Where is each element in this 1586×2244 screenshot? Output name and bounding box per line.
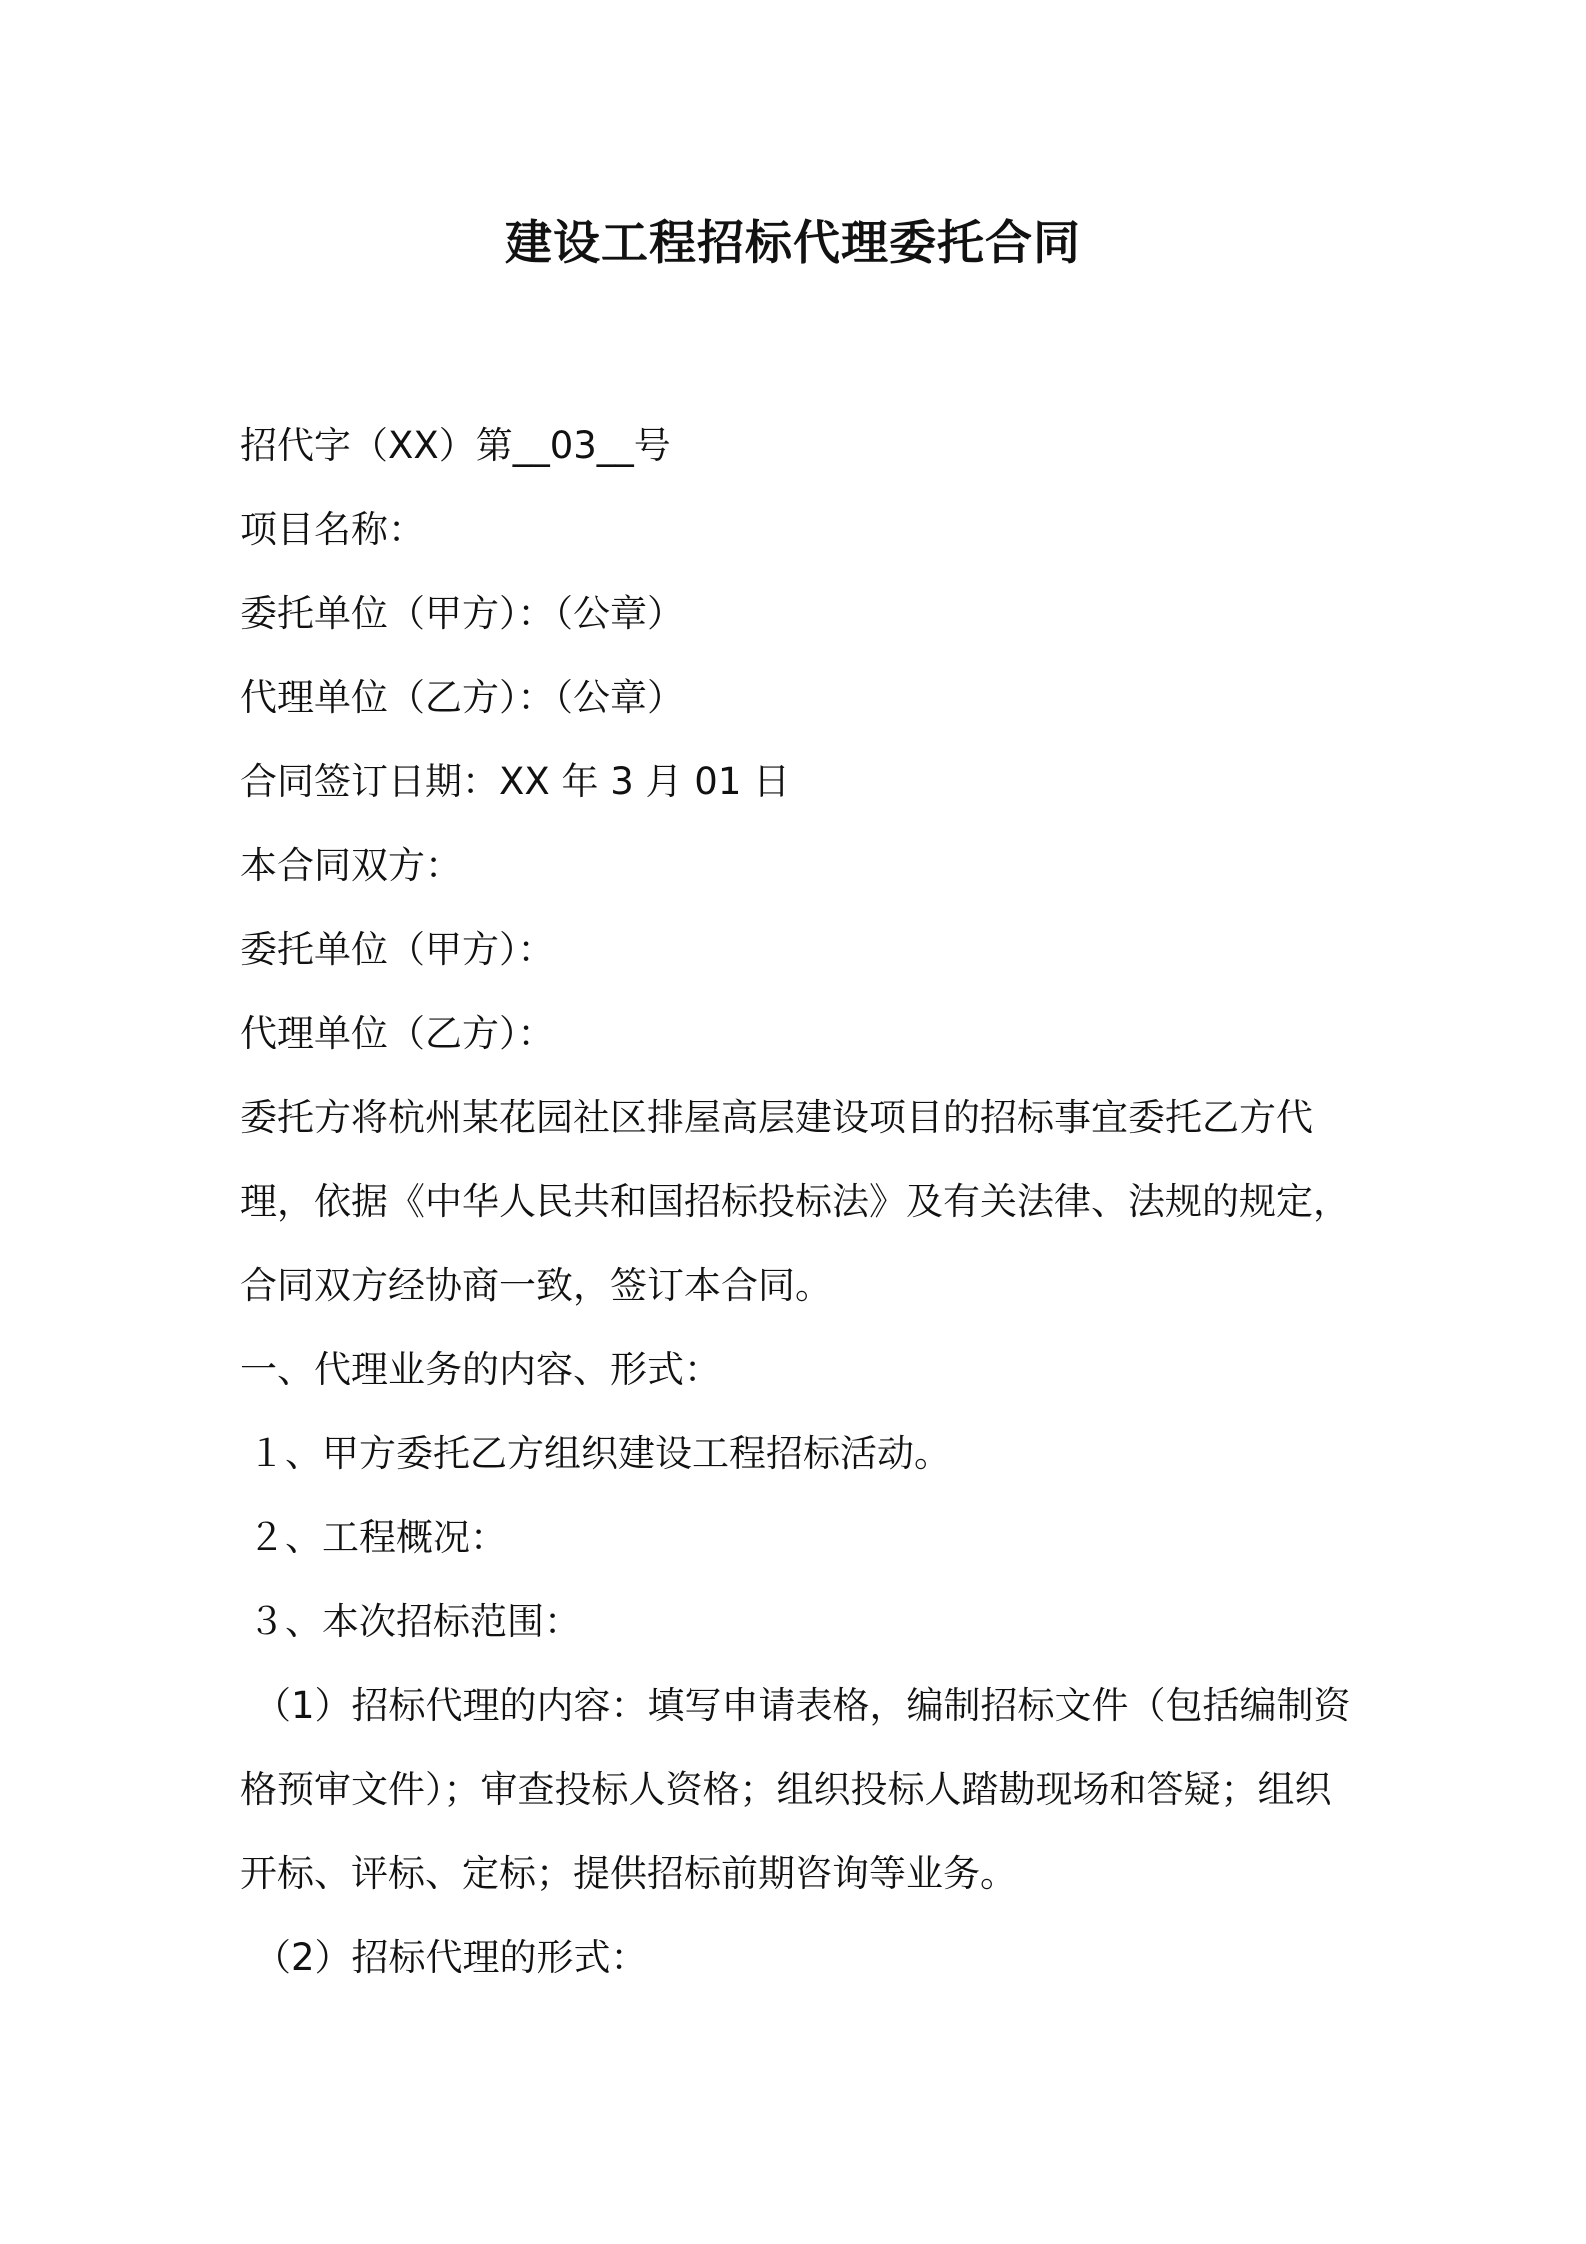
agent-unit: 代理单位（乙方）： <box>240 1012 555 1055</box>
sub-clause-1-line-1: （1）招标代理的内容：填写申请表格，编制招标文件（包括编制资 <box>254 1684 1351 1727</box>
agent-unit-seal: 代理单位（乙方）：（公章） <box>240 676 684 719</box>
client-unit: 委托单位（甲方）： <box>240 928 555 971</box>
clause-3: ３、本次招标范围： <box>248 1600 581 1643</box>
project-name-label: 项目名称： <box>240 508 425 551</box>
document-title: 建设工程招标代理委托合同 <box>505 216 1081 271</box>
parties-heading: 本合同双方： <box>240 844 462 887</box>
intro-paragraph-line-2: 理，依据《中华人民共和国招标投标法》及有关法律、法规的规定， <box>240 1180 1350 1223</box>
intro-paragraph-line-3: 合同双方经协商一致，签订本合同。 <box>240 1264 832 1307</box>
client-unit-seal: 委托单位（甲方）：（公章） <box>240 592 684 635</box>
document-body <box>240 404 1360 2000</box>
intro-paragraph-line-1: 委托方将杭州某花园社区排屋高层建设项目的招标事宜委托乙方代 <box>240 1096 1313 1139</box>
sub-clause-1-line-3: 开标、评标、定标；提供招标前期咨询等业务。 <box>240 1852 1017 1895</box>
sub-clause-1-line-2: 格预审文件）；审查投标人资格；组织投标人踏勘现场和答疑；组织 <box>240 1768 1332 1811</box>
clause-2: ２、工程概况： <box>248 1516 507 1559</box>
signing-date: 合同签订日期：XX 年 3 月 01 日 <box>240 760 791 803</box>
sub-clause-2: （2）招标代理的形式： <box>254 1936 648 1979</box>
section-heading-1: 一、代理业务的内容、形式： <box>240 1348 721 1391</box>
clause-1: １、甲方委托乙方组织建设工程招标活动。 <box>248 1432 951 1475</box>
contract-number: 招代字（XX）第__03__号 <box>240 424 671 467</box>
